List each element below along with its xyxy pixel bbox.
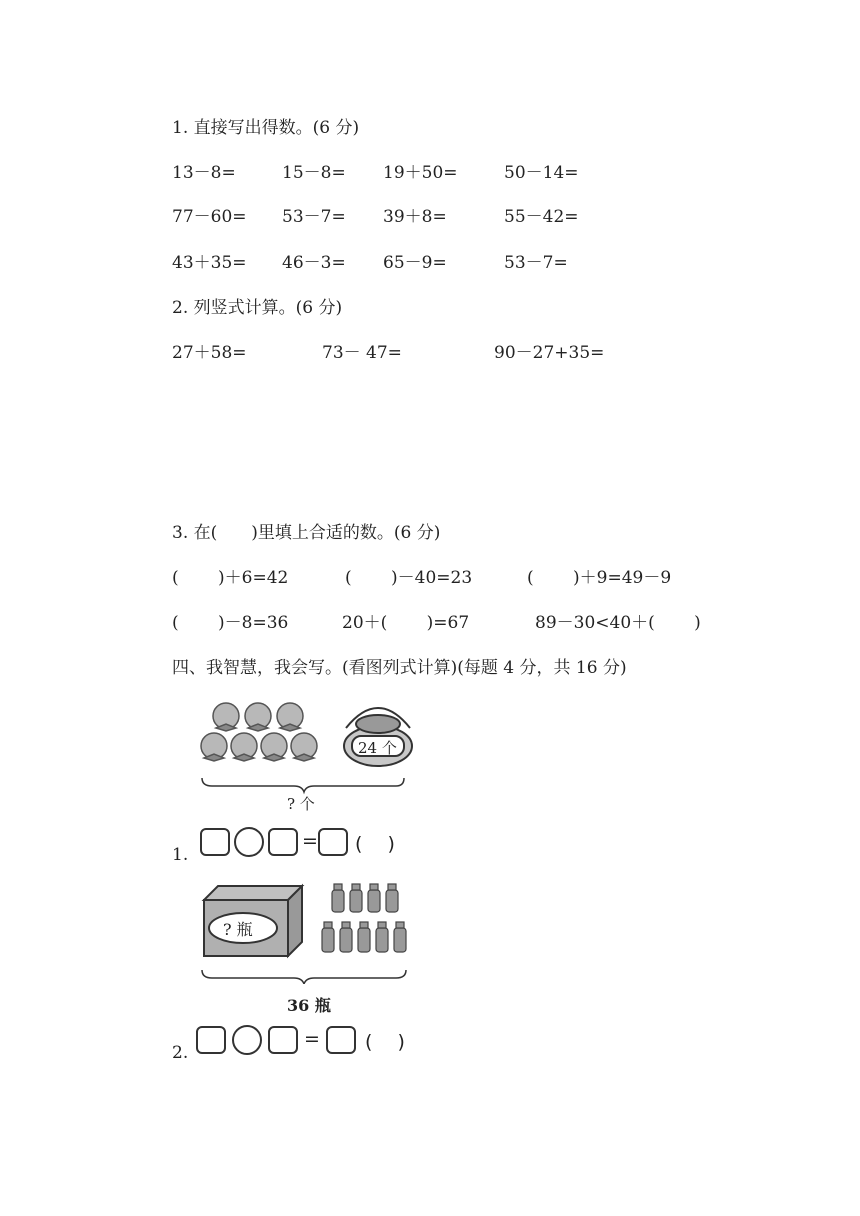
bottles-group <box>322 884 406 952</box>
ball-icon <box>261 733 287 761</box>
ball-icon <box>231 733 257 761</box>
bottle-icon <box>376 922 388 952</box>
problem-2-1: 77－60= <box>172 207 247 227</box>
answer-box-4[interactable] <box>196 1026 226 1054</box>
operator-circle-1[interactable] <box>234 827 264 857</box>
problem-3-1: 43＋35= <box>172 253 247 273</box>
box-icon <box>204 886 302 956</box>
unit-paren-2[interactable]: ( ) <box>365 1031 405 1053</box>
problem-1-4: 50－14= <box>504 163 579 183</box>
answer-box-3[interactable] <box>318 828 348 856</box>
brace-label-1: ? 个 <box>287 795 315 813</box>
balls-group <box>201 703 317 761</box>
bottle-icon <box>358 922 370 952</box>
answer-box-5[interactable] <box>268 1026 298 1054</box>
bottle-icon <box>386 884 398 912</box>
bottle-icon <box>368 884 380 912</box>
ball-icon <box>245 703 271 731</box>
problem-number-2: 2. <box>172 1043 189 1063</box>
fill-blank-2-2: 20＋( )=67 <box>342 613 470 633</box>
unit-paren-1[interactable]: ( ) <box>355 833 395 855</box>
brace <box>202 778 404 792</box>
ball-icon <box>201 733 227 761</box>
problem-2-2: 53－7= <box>282 207 346 227</box>
fill-blank-1-1: ( )＋6=42 <box>172 568 289 588</box>
answer-box-2[interactable] <box>268 828 298 856</box>
problem-2-3: 39＋8= <box>383 207 447 227</box>
brace-label-2: 36 瓶 <box>287 996 331 1015</box>
equals-sign-1: = <box>302 830 318 852</box>
section1-heading: 1. 直接写出得数。(6 分) <box>172 118 360 138</box>
fill-blank-1-2: ( )－40=23 <box>345 568 473 588</box>
problem-1-3: 19＋50= <box>383 163 458 183</box>
fill-blank-2-3: 89－30<40＋( ) <box>535 613 701 633</box>
problem-2-4: 55－42= <box>504 207 579 227</box>
operator-circle-2[interactable] <box>232 1025 262 1055</box>
problem-number-1: 1. <box>172 845 189 865</box>
vertical-calc-1: 27＋58= <box>172 343 247 363</box>
bottle-icon <box>322 922 334 952</box>
ball-icon <box>213 703 239 731</box>
problem-3-4: 53－7= <box>504 253 568 273</box>
problem-1-1: 13－8= <box>172 163 236 183</box>
answer-box-1[interactable] <box>200 828 230 856</box>
bottle-icon <box>340 922 352 952</box>
answer-box-6[interactable] <box>326 1026 356 1054</box>
box-label: ? 瓶 <box>223 920 253 939</box>
section4-heading: 四、我智慧，我会写。(看图列式计算)(每题 4 分，共 16 分) <box>172 658 627 678</box>
fill-blank-2-1: ( )－8=36 <box>172 613 289 633</box>
bottle-icon <box>350 884 362 912</box>
bottle-icon <box>332 884 344 912</box>
problem-1-2: 15－8= <box>282 163 346 183</box>
section2-heading: 2. 列竖式计算。(6 分) <box>172 298 343 318</box>
vertical-calc-3: 90－27+35= <box>494 343 605 363</box>
equals-sign-2: = <box>304 1028 320 1050</box>
fill-blank-1-3: ( )＋9=49－9 <box>527 568 672 588</box>
problem-3-3: 65－9= <box>383 253 447 273</box>
ball-icon <box>291 733 317 761</box>
basket-label: 24 个 <box>358 739 397 757</box>
problem-3-2: 46－3= <box>282 253 346 273</box>
bottle-icon <box>394 922 406 952</box>
section3-heading: 3. 在( )里填上合适的数。(6 分) <box>172 523 441 543</box>
brace <box>202 970 406 984</box>
vertical-calc-2: 73－ 47= <box>322 343 402 363</box>
ball-icon <box>277 703 303 731</box>
